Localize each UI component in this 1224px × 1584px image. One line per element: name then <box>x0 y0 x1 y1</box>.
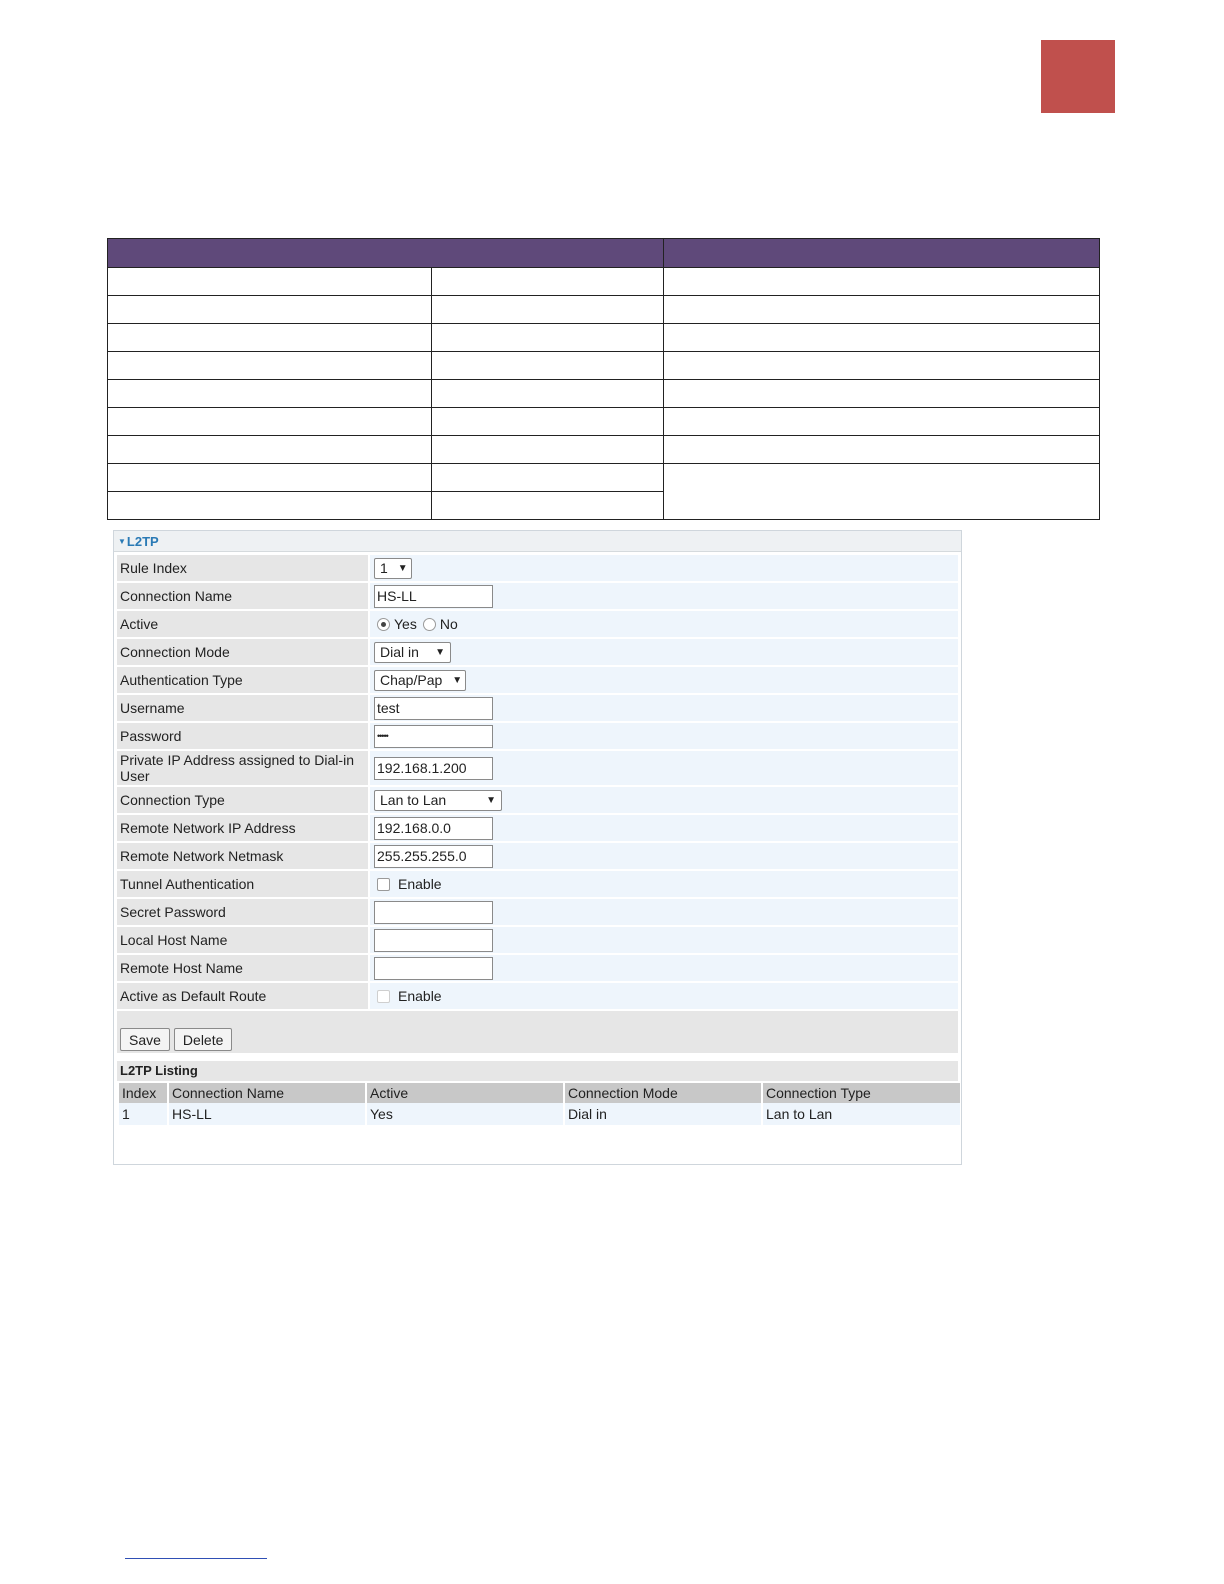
remote-network-ip-input[interactable] <box>374 817 493 840</box>
collapse-triangle-icon[interactable]: ▼ <box>118 537 126 546</box>
rule-index-value: 1 <box>380 560 388 576</box>
connection-mode-value: Dial in <box>380 644 419 660</box>
row-rule-index <box>117 555 958 583</box>
row-authentication-type <box>117 667 958 695</box>
listing-header-connection-name: Connection Name <box>169 1083 365 1103</box>
table-cell <box>432 492 664 520</box>
connection-mode-cell <box>370 639 958 665</box>
connection-name-cell <box>370 583 958 609</box>
row-connection-type <box>117 787 958 815</box>
footnote-separator <box>125 1558 267 1559</box>
listing-cell-active: Yes <box>367 1103 563 1125</box>
table-cell <box>664 296 1100 324</box>
row-secret-password <box>117 899 958 927</box>
username-cell <box>370 695 958 721</box>
private-ip-cell <box>370 751 958 785</box>
table-cell <box>108 436 432 464</box>
table-cell <box>108 268 432 296</box>
connection-type-label: Connection Type <box>117 787 368 813</box>
listing-header-active: Active <box>367 1083 563 1103</box>
rule-index-label: Rule Index <box>117 555 368 581</box>
document-table-header <box>108 239 1100 268</box>
table-cell <box>664 268 1100 296</box>
row-local-host-name <box>117 927 958 955</box>
remote-host-name-input[interactable] <box>374 957 493 980</box>
panel-title: L2TP <box>126 534 159 549</box>
password-label: Password <box>117 723 368 749</box>
table-row <box>108 296 1100 324</box>
remote-host-name-label: Remote Host Name <box>117 955 368 981</box>
l2tp-listing-title: L2TP Listing <box>117 1061 958 1081</box>
local-host-name-cell <box>370 927 958 953</box>
table-cell <box>432 408 664 436</box>
default-route-checkbox[interactable] <box>377 990 390 1003</box>
chevron-down-icon: ▼ <box>435 646 445 658</box>
table-cell <box>432 352 664 380</box>
local-host-name-input[interactable] <box>374 929 493 952</box>
connection-type-cell <box>370 787 958 813</box>
table-cell <box>108 408 432 436</box>
active-cell <box>370 611 958 637</box>
active-yes-radio[interactable] <box>377 618 390 631</box>
table-cell <box>108 296 432 324</box>
password-input[interactable] <box>374 725 493 748</box>
table-cell <box>432 380 664 408</box>
active-yes-label: Yes <box>394 616 417 632</box>
secret-password-label: Secret Password <box>117 899 368 925</box>
row-username <box>117 695 958 723</box>
rule-index-select[interactable] <box>374 558 412 579</box>
active-label: Active <box>117 611 368 637</box>
table-cell <box>108 380 432 408</box>
connection-type-select[interactable] <box>374 790 502 811</box>
page-corner-block <box>1041 40 1115 113</box>
remote-network-ip-cell <box>370 815 958 841</box>
row-default-route <box>117 983 958 1011</box>
tunnel-authentication-checkbox[interactable] <box>377 878 390 891</box>
default-route-cell <box>370 983 958 1009</box>
remote-host-name-cell <box>370 955 958 981</box>
table-cell <box>664 436 1100 464</box>
active-no-label: No <box>439 616 458 632</box>
username-input[interactable] <box>374 697 493 720</box>
row-active <box>117 611 958 639</box>
table-row <box>108 408 1100 436</box>
table-row[interactable] <box>119 1103 960 1125</box>
connection-mode-label: Connection Mode <box>117 639 368 665</box>
private-ip-label: Private IP Address assigned to Dial-in User <box>117 751 368 785</box>
tunnel-authentication-label: Tunnel Authentication <box>117 871 368 897</box>
button-bar <box>117 1011 958 1053</box>
private-ip-input[interactable] <box>374 757 493 780</box>
active-no-radio[interactable] <box>423 618 436 631</box>
row-connection-mode <box>117 639 958 667</box>
local-host-name-label: Local Host Name <box>117 927 368 953</box>
table-cell <box>432 296 664 324</box>
tunnel-authentication-cell <box>370 871 958 897</box>
l2tp-form <box>117 555 958 1011</box>
table-cell <box>664 324 1100 352</box>
connection-name-label: Connection Name <box>117 583 368 609</box>
listing-header-connection-type: Connection Type <box>763 1083 960 1103</box>
table-row <box>108 352 1100 380</box>
listing-header-row <box>119 1083 960 1103</box>
default-route-label: Active as Default Route <box>117 983 368 1009</box>
row-password <box>117 723 958 751</box>
delete-button[interactable]: Delete <box>174 1028 232 1051</box>
chevron-down-icon: ▼ <box>486 794 496 806</box>
table-cell <box>108 492 432 520</box>
authentication-type-cell <box>370 667 958 693</box>
listing-cell-connection-mode: Dial in <box>565 1103 761 1125</box>
chevron-down-icon: ▼ <box>397 562 408 574</box>
tunnel-authentication-option: Enable <box>398 876 442 892</box>
listing-cell-connection-type: Lan to Lan <box>763 1103 960 1125</box>
chevron-down-icon: ▼ <box>452 674 463 686</box>
document-table-header-cell <box>108 239 664 268</box>
listing-cell-connection-name: HS-LL <box>169 1103 365 1125</box>
table-cell <box>108 352 432 380</box>
row-remote-network-ip <box>117 815 958 843</box>
default-route-option: Enable <box>398 988 442 1004</box>
remote-network-netmask-input[interactable] <box>374 845 493 868</box>
table-row <box>108 464 1100 492</box>
authentication-type-value: Chap/Pap <box>380 672 443 688</box>
table-cell <box>432 464 664 492</box>
table-cell <box>108 324 432 352</box>
table-cell <box>432 268 664 296</box>
table-row <box>108 380 1100 408</box>
table-cell <box>664 408 1100 436</box>
authentication-type-select[interactable] <box>374 670 466 691</box>
document-table-header-cell <box>664 239 1100 268</box>
table-row <box>108 268 1100 296</box>
save-button[interactable]: Save <box>120 1028 170 1051</box>
l2tp-panel-header[interactable] <box>114 531 961 552</box>
remote-network-netmask-cell <box>370 843 958 869</box>
secret-password-cell <box>370 899 958 925</box>
row-connection-name <box>117 583 958 611</box>
table-cell <box>432 324 664 352</box>
row-private-ip <box>117 751 958 787</box>
listing-cell-index: 1 <box>119 1103 167 1125</box>
connection-type-value: Lan to Lan <box>380 792 447 808</box>
row-tunnel-authentication <box>117 871 958 899</box>
table-cell <box>664 352 1100 380</box>
table-cell <box>664 380 1100 408</box>
username-label: Username <box>117 695 368 721</box>
row-remote-network-netmask <box>117 843 958 871</box>
table-cell <box>664 464 1100 520</box>
table-cell <box>108 464 432 492</box>
listing-header-connection-mode: Connection Mode <box>565 1083 761 1103</box>
secret-password-input[interactable] <box>374 901 493 924</box>
connection-mode-select[interactable] <box>374 642 451 663</box>
password-cell <box>370 723 958 749</box>
listing-header-index: Index <box>119 1083 167 1103</box>
rule-index-cell <box>370 555 958 581</box>
table-cell <box>432 436 664 464</box>
table-row <box>108 436 1100 464</box>
connection-name-input[interactable] <box>374 585 493 608</box>
table-row <box>108 324 1100 352</box>
remote-network-ip-label: Remote Network IP Address <box>117 815 368 841</box>
authentication-type-label: Authentication Type <box>117 667 368 693</box>
l2tp-panel <box>113 530 962 1165</box>
remote-network-netmask-label: Remote Network Netmask <box>117 843 368 869</box>
document-table <box>107 238 1100 520</box>
l2tp-listing-table <box>117 1083 962 1125</box>
row-remote-host-name <box>117 955 958 983</box>
